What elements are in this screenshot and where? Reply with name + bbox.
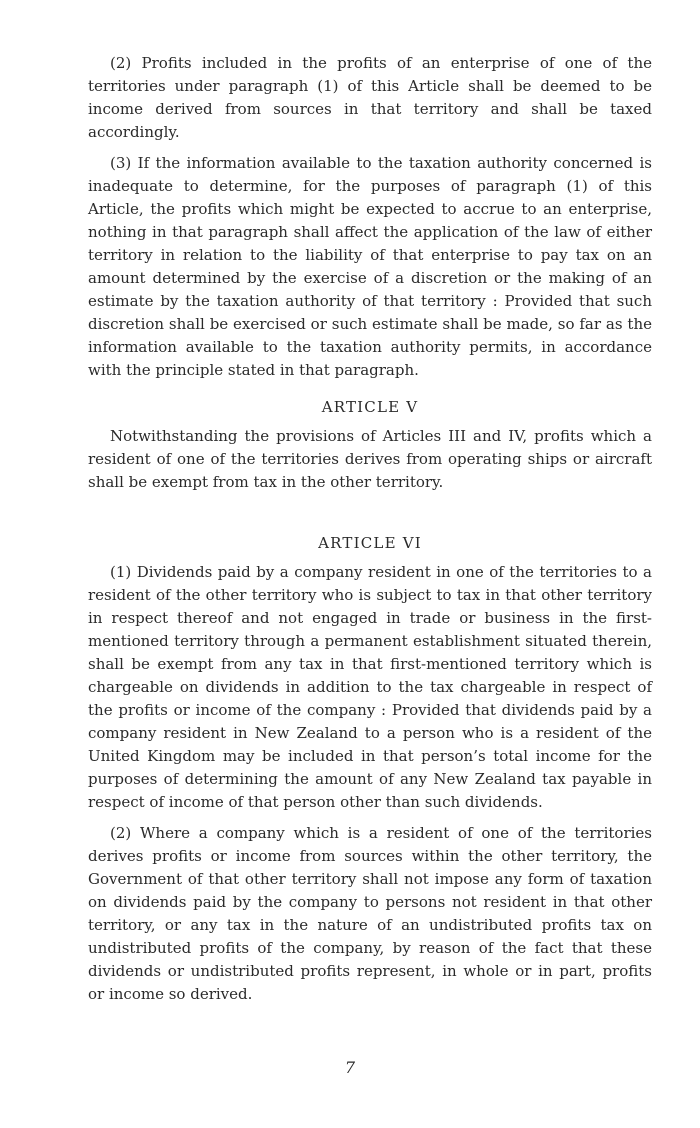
article-iv-paragraph-2: (2) Profits included in the profits of an enterprise of one of the territories under paragraph (1) of this Article shall be deemed to be income derived from sources in that territory and shall be taxed accordingly.	[88, 54, 652, 141]
page-number: 7	[344, 1058, 356, 1077]
article-v-paragraph-1: Notwithstanding the provisions of Articles III and IV, profits which a resident of one of the territories derives from operating ships or aircraft shall be exempt from tax in the other territory.	[88, 427, 652, 491]
article-iv-paragraph-3: (3) If the information available to the taxation authority concerned is inadequate to determine, for the purposes of paragraph (1) of this Article, the profits which might be expected to accrue to an enterprise, nothing in that paragraph shall affect the application of the law of either territory in relation to the liability of that enterprise to pay tax on an amount determined by the exercise of a discretion or the making of an estimate by the taxation authority of that territory : Provided that such discretion shall be exercised or such estimate shall be made, so far as the information available to the taxation authority permits, in accordance with the principle stated in that paragraph.	[88, 154, 652, 379]
article-vi-heading: ARTICLE VI	[318, 534, 422, 552]
document-page	[88, 52, 652, 1014]
article-vi-paragraph-2: (2) Where a company which is a resident of one of the territories derives profits or income from sources within the other territory, the Government of that other territory shall not impose any form of taxation on dividends paid by the company to persons not resident in that other territory, or any tax in the nature of an undistributed profits tax on undistributed profits of the company, by reason of the fact that these dividends or undistributed profits represent, in whole or in part, profits or income so derived.	[88, 824, 652, 1003]
article-vi-paragraph-1: (1) Dividends paid by a company resident in one of the territories to a resident of the other territory who is subject to tax in that other territory in respect thereof and not engaged in trade or business in the first-mentioned territory through a permanent establishment situated therein, shall be exempt from any tax in that first-mentioned territory which is chargeable on dividends in addition to the tax chargeable in respect of the profits or income of the company : Provided that dividends paid by a company resident in New Zealand to a person who is a resident of the United Kingdom may be included in that person’s total income for the purposes of determining the amount of any New Zealand tax payable in respect of income of that person other than such dividends.	[88, 563, 652, 811]
article-v-heading: ARTICLE V	[321, 398, 419, 416]
